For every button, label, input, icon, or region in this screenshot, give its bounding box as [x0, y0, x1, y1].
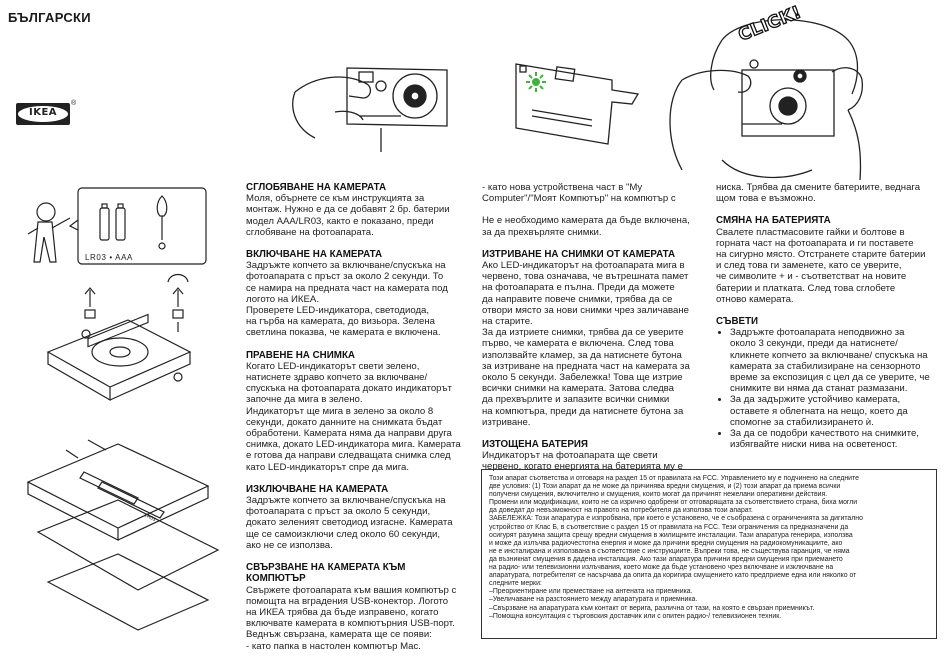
section-body: Ако LED-индикаторът на фотоапарата мига в червено, това означава, че вътрешната памет на фотоапарата е пълна. Преди да можете да направите повече снимки, трябва да се отвори място за нови снимки чрез заличаване на старите. За да изтриете снимки, трябва да се уверите първо, че камерата е включена. След това използвайте кламер, за да натиснете бутона за изтриване на предната част на камерата за около 5 секунди. Забележка! Това ще изтрие всички снимки на камерата. Затова следва да прехвърлите и запазите всички снимки на компютъра, преди да натиснете бутона за изтриване.: [482, 260, 690, 428]
section-tips: [716, 316, 944, 450]
section-connect-continued: [482, 182, 712, 204]
battery-label: LR03 • AAA: [85, 253, 133, 262]
section-body: Свържете фотоапарата към вашия компютър с помощта на вградения USB-конектор. Логото на ИКЕА трябва да бъде изправено, когато включвате камерата в компютърния USB-порт. Веднъж свързана, камерата ще се появи: - като папка в настолен компютър Mac.: [246, 584, 457, 652]
column-1: [246, 182, 476, 663]
section-body: Индикаторът на фотоапарата ще свети червено, когато енергията на батерията му е: [482, 450, 683, 473]
taking-photo-illustration: [662, 10, 872, 185]
section-delete-photos: [482, 249, 712, 428]
section-body: Моля, обърнете се към инструкцията за монтаж. Нужно е да се добавят 2 бр. батерии модел AAA/LR03, както е показано, преди сглобяване на фотоапарата.: [246, 193, 450, 238]
assembly-illustration: [18, 182, 228, 637]
section-body: Задръжте копчето за включване/спускъка на фотоапарата с пръст за около 2 секунди. То се намира на предната част на камерата под логото на ИКЕА. Проверете LED-индикатора, светодиода, на гърба на камерата, до визьора. Зелена светлина показва, че камерата е включена.: [246, 260, 448, 339]
section-title: СВЪРЗВАНЕ НА КАМЕРАТА КЪМ КОМПЮТЪР: [246, 562, 406, 585]
section-transfer-note: [482, 215, 712, 237]
section-connect-computer: [246, 562, 476, 652]
registered-mark: ®: [71, 100, 77, 107]
section-assembly: [246, 182, 476, 238]
section-body: Не е необходимо камерата да бъде включена, за да прехвърляте снимки.: [482, 215, 690, 238]
section-replace-battery: [716, 215, 944, 305]
section-power-off: [246, 484, 476, 551]
tip-item: • За да се подобри качеството на снимките, избягвайте ниски нива на осветеност.: [730, 428, 944, 450]
logo-wordmark: IKEA: [28, 107, 58, 118]
section-title: СЪВЕТИ: [716, 316, 759, 328]
section-title: ПРАВЕНЕ НА СНИМКА: [246, 349, 356, 361]
column-3: [716, 182, 944, 461]
battery-engraving: LR03: [143, 512, 157, 524]
section-title: ИЗКЛЮЧВАНЕ НА КАМЕРАТА: [246, 483, 389, 495]
section-title: СМЯНА НА БАТЕРИЯТА: [716, 215, 831, 227]
section-low-battery-continued: [716, 182, 944, 204]
camera-back-illustration: [275, 58, 455, 153]
section-body: - като нова устройствена част в "My Computer"/"Моят Компютър" на компютър с: [482, 182, 676, 205]
click-sound-label: CLICK!: [735, 2, 805, 46]
column-2: [482, 182, 712, 484]
tip-item: • За да задържите устойчиво камерата, оставете я облегната на нещо, което да спомогне за стабилизирането ѝ.: [730, 394, 944, 428]
section-body: Когато LED-индикаторът свети зелено, натиснете здраво копчето за включване/ спускъка на фотоапарата докато индикаторът започне да мига в зелено. Индикаторът ще мига в зелено за около 8 секунди, докато данните на снимката бъдат обработени. Камерата няма да направи друга снимка, докато LED-индикатора мига. Камерата е готова да направи следващата снимка след като LED-индикаторът спре да мига.: [246, 360, 461, 473]
tips-list: [716, 327, 944, 450]
section-body: ниска. Трябва да смените батериите, веднага щом това е възможно.: [716, 182, 921, 205]
section-title: ВКЛЮЧВАНЕ НА КАМЕРАТА: [246, 249, 383, 261]
section-title: ИЗТРИВАНЕ НА СНИМКИ ОТ КАМЕРАТА: [482, 248, 676, 260]
section-body: Свалете пластмасовите гайки и болтове в горната част на фотоапарата и ги поставете на сигурно място. Отстранете старите батерии и след това ги заменете, като се уверите, че символите + и - съответстват на новите батерии и платката. След това сглобете отново камерата.: [716, 226, 926, 305]
ikea-logo: [16, 100, 77, 125]
section-title: ИЗТОЩЕНА БАТЕРИЯ: [482, 439, 588, 451]
led-camera-illustration: [512, 58, 642, 148]
section-title: СГЛОБЯВАНЕ НА КАМЕРАТА: [246, 182, 387, 193]
section-power-on: [246, 249, 476, 339]
section-low-battery: [482, 439, 712, 473]
fcc-notice-box: [481, 469, 937, 639]
language-heading: БЪЛГАРСКИ: [8, 10, 91, 25]
fcc-notice-text: Този апарат съответства и отговаря на раздел 15 от правилата на FCC. Управлението му е подчинено на следните две условия: (1) Този апарат да не може да причинява вредни смущения, и (2) този апарат да приема всички получени смущения, включително и смущения, които могат да причинят нежелани оперативни действия. Промени или модификации, които не са изрично одобрени от отговарящата за съответствието страна, биха могли да доведат до невъзможност на правото на потребителя да използва този апарат. ЗАБЕЛЕЖКА: Този апаратура е изпробвана, при което е установено, че е съобразена с ограниченията за дигитално устройство от Клас Б, в съответствие с раздел 15 от правилата на FCC. Тези ограничения са предназначени да осигурят разумна защита срещу вредни смущения в жилищните инсталации. Тази апаратура генерира, използва и може да излъчва радиочестотна енергия и може да причини вредни смущения на радиокомуникациите, ако не е инсталирана и използвана в съответствие с инструкциите. Въпреки това, не съществува гаранция, че няма да възникнат смущения в дадена инсталация. Ако тази апаратура причини вредни смущения при приемането на радио- или телевизионни излъчвания, което може да бъде установено чрез включване и изключване на апаратурата, потребителят се насърчава да опита да коригира смущението като предприеме една или няколко от следните мерки: –Преориентиране или преместване на антената на приемника. –Увеличаване на разстоянието между апаратурата и приемника. –Свързване на апаратурата към контакт от верига, различна от тази, на която е свързан приемникът. –Помощна консултация с търговския доставчик или с опитен радио-/ телевизионен техник.: [489, 475, 863, 620]
tip-item: • Задръжте фотоапарата неподвижно за около 3 секунди, преди да натиснете/ кликнете копчето за включване/ спускъка на камерата за стабилизиране на сензорното време за експозиция с цел да се уверите, че снимките ви няма да станат размазани.: [730, 327, 944, 394]
section-take-photo: [246, 350, 476, 473]
section-body: Задръжте копчето за включване/спускъка на фотоапарата с пръст за около 5 секунди, докато зеленият светодиод изгасне. Камерата ще се самоизключи след около 60 секунди, ако не се използва.: [246, 495, 453, 551]
